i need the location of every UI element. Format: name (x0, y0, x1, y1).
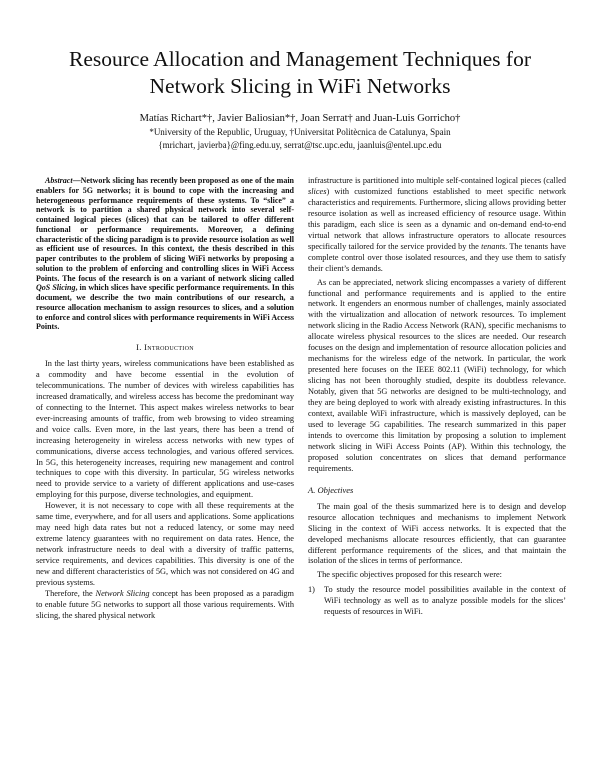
subsection-heading-objectives: A. Objectives (308, 484, 354, 495)
intro-p4-text-a: infrastructure is partitioned into multiple self-contained logical pieces (called (308, 176, 566, 185)
affiliations: *University of the Republic, Uruguay, †Universitat Politècnica de Catalunya, Spain (149, 127, 451, 137)
abstract-text-1: Network slicing has recently been proposed as one of the main enablers for 5G networks; it is bound to cope with the increasing and heterogeneous performance requirements of these systems. To “slice” a network is to partition a shared physical network into several self-contained logical pieces (slices) that can be tailored to offer different functional or performance requirements. Moreover, a defining characteristic of the slicing paradigm is to provide resource isolation as well as efficient use of resources. In this context, the thesis described in this paper contributes to the problem of slicing WiFi networks by proposing a solution to the problem of enforcing and controlling slices in WiFi Access Points. The focus of the research is on a variant of network slicing called (36, 176, 294, 283)
intro-p3-text-a: Therefore, the (45, 588, 96, 598)
intro-paragraph-2: However, it is not necessary to cope with all these requirements at the same time, everywhere, and for all users and applications. Some applications may need high data rates but not a reduced latency, or some may need extreme latency guarantees with no requirement on data rates. Hence, the network infrastructure needs to deal with a diversity of traffic patterns, service requirements, and devices capabilities. This diversity is one of the new and different characteristics of 5G, which was not considered on 4G and previous systems. (36, 501, 294, 588)
author-list: Matías Richart*†, Javier Baliosian*†, Joan Serrat† and Juan-Luis Gorricho† (139, 113, 461, 124)
objectives-paragraph-2: The specific objectives proposed for this research were: (317, 570, 502, 580)
author-emails: {mrichart, javierba}@fing.edu.uy, serrat@tsc.upc.edu, jaanluis@entel.upc.edu (158, 140, 442, 150)
abstract (36, 176, 294, 332)
abstract-label: Abstract (45, 176, 73, 185)
intro-p4-text-b: ) with customized functions established to meet specific network characteristics and requirements. Furthermore, slicing allows providing better resource isolation as well as increased efficiency of resource usage. Within this paradigm, each slice is seen as a dynamic and on-demand end-to-end virtual network that allows infrastructure operators to allocate resources specifically tailored for the service provided by the (308, 186, 566, 251)
section-heading-introduction: I. Introduction (136, 342, 194, 352)
abstract-dash: — (72, 176, 81, 185)
intro-p3-network-slicing: Network Slicing (95, 588, 150, 598)
intro-p3-text-b: concept has been proposed as a paradigm to enable future 5G networks to support all those various requirements. With slicing, the shared physical network (36, 588, 295, 620)
intro-paragraph-3-continued (308, 176, 566, 275)
title-line-2: Network Slicing in WiFi Networks (149, 74, 451, 98)
right-column (308, 176, 566, 618)
objective-text: To study the resource model possibilities available in the context of WiFi technology as well as to analyze possible models for the slices’ requests of resources in WiFi. (324, 585, 566, 617)
intro-p4-text-c: . The tenants have complete control over those isolated resources, and they use them to satisfy their client’s demands. (308, 241, 566, 273)
intro-paragraph-3 (36, 589, 294, 622)
intro-paragraph-4: As can be appreciated, network slicing encompasses a variety of different functional and performance requirements and is applied to the entire network. It engenders an enormous number of challenges, mainly associated with the virtualization and allocation of network resources. To implement network slicing in the Radio Access Network (RAN), specific mechanisms to allocate wireless physical resources to the slices are needed. Our research focuses on the design and implementation of resource allocation policies and mechanisms for the wireless edge of the network. In particular, the work presented here focuses on the IEEE 802.11 (WiFi) technology, for which slicing has not been thoroughly studied, despite its doubtless relevance. Notably, given that 5G networks are designed to be multi-technology, and they are being deployed to work with already existing infrastructures. In this context, available WiFi infrastructure, which is massively deployed, can be used to leverage 5G capabilities. The research summarized in this paper intends to overcome this limitation by proposing a solution to implement network slicing in WiFi Access Points (AP). Within this technology, the proposed solution concentrates on slices that demand performance requirements. (308, 277, 566, 473)
objectives-paragraph-1: The main goal of the thesis summarized here is to design and develop resource allocation techniques and mechanisms to implement Network Slicing in the context of WiFi access networks. It is expected that the developed mechanisms allocate resources efficiently, that can guarantee different performance requirements of the slices, and that maintain the isolation of the slices in terms of performance. (308, 501, 566, 566)
left-column (36, 176, 294, 622)
intro-p4-tenants: tenants (481, 241, 506, 251)
abstract-qos-term: QoS Slicing (36, 283, 76, 293)
intro-p4-slices: slices (308, 186, 327, 196)
title-line-1: Resource Allocation and Management Techniques for (69, 47, 531, 71)
paper-title (30, 46, 570, 100)
abstract-text-2: , in which slices have specific performance requirements. In this document, we describe the two main contributions of our research, a resource allocation mechanism to assign resources to slices, and a solution to enforce and control slices with performance requirements in WiFi Access Points. (36, 283, 295, 332)
objective-number: 1) (308, 585, 315, 595)
objective-list-item (308, 585, 566, 618)
intro-paragraph-1: In the last thirty years, wireless communications have been established as a commodity and have become essential in the evolution of telecommunications. The number of devices with wireless capabilities has increased dramatically, and wireless access has become the predominant way of connecting to the Internet. This aspect makes wireless networks to bear ever-increasing amounts of traffic, from web browsing to video streaming and voice calls. Even more, in the last years, there has been a trend of increasing heterogeneity in wireless access networks with new types of communications, diverse access technologies, and various offered services. In 5G, this heterogeneity increases, requiring new management and control techniques to cope with this diversity. In particular, 5G wireless networks need to provide service to a variety of different applications and use-cases employing for this purpose, diverse technologies, and equipment. (36, 358, 294, 500)
